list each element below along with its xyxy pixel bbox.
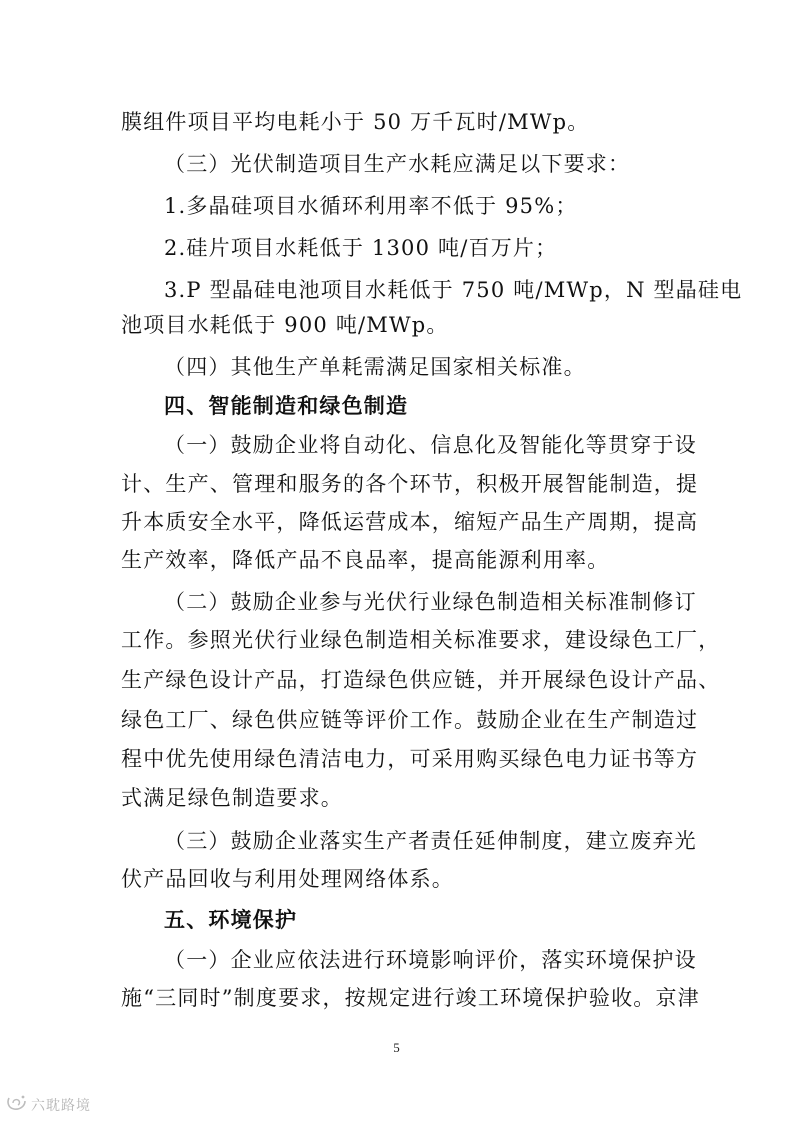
- body-line: 施“三同时”制度要求，按规定进行竣工环境保护验收。京津: [121, 986, 700, 1010]
- body-line: 计、生产、管理和服务的各个环节，积极开展智能制造，提: [121, 472, 699, 496]
- body-line: 工作。参照光伏行业绿色制造相关标准要求，建设绿色工厂，: [121, 628, 721, 652]
- body-line: （四）其他生产单耗需满足国家相关标准。: [164, 355, 586, 379]
- body-line: 生产绿色设计产品，打造绿色供应链，并开展绿色设计产品、: [121, 668, 721, 692]
- body-line: 程中优先使用绿色清洁电力，可采用购买绿色电力证书等方: [121, 747, 699, 771]
- body-line: 膜组件项目平均电耗小于 50 万千瓦时/MWp。: [121, 110, 590, 134]
- body-line: 升本质安全水平，降低运营成本，缩短产品生产周期，提高: [121, 510, 699, 534]
- body-line: 1.多晶硅项目水循环利用率不低于 95%；: [164, 194, 578, 218]
- body-line: （二）鼓励企业参与光伏行业绿色制造相关标准制修订: [164, 590, 697, 614]
- body-line: （一）企业应依法进行环境影响评价，落实环境保护设: [164, 948, 697, 972]
- body-line: （三）鼓励企业落实生产者责任延伸制度，建立废弃光: [164, 829, 697, 853]
- section-heading: 四、智能制造和绿色制造: [164, 394, 409, 418]
- camera-swirl-icon: [6, 1094, 28, 1116]
- body-line: （一）鼓励企业将自动化、信息化及智能化等贯穿于设: [164, 433, 697, 457]
- body-line: 式满足绿色制造要求。: [121, 786, 343, 810]
- body-line: 3.P 型晶硅电池项目水耗低于 750 吨/MWp，N 型晶硅电: [164, 278, 743, 302]
- watermark: [6, 1094, 91, 1116]
- body-line: 绿色工厂、绿色供应链等评价工作。鼓励企业在生产制造过: [121, 708, 699, 732]
- body-line: 伏产品回收与利用处理网络体系。: [121, 867, 454, 891]
- page-number: 5: [393, 1040, 400, 1055]
- body-line: （三）光伏制造项目生产水耗应满足以下要求：: [164, 152, 631, 176]
- section-heading: 五、环境保护: [164, 908, 298, 932]
- body-line: 池项目水耗低于 900 吨/MWp。: [121, 313, 449, 337]
- watermark-text: 六耽路境: [31, 1098, 91, 1114]
- body-line: 2.硅片项目水耗低于 1300 吨/百万片；: [164, 236, 558, 260]
- body-line: 生产效率，降低产品不良品率，提高能源利用率。: [121, 548, 610, 572]
